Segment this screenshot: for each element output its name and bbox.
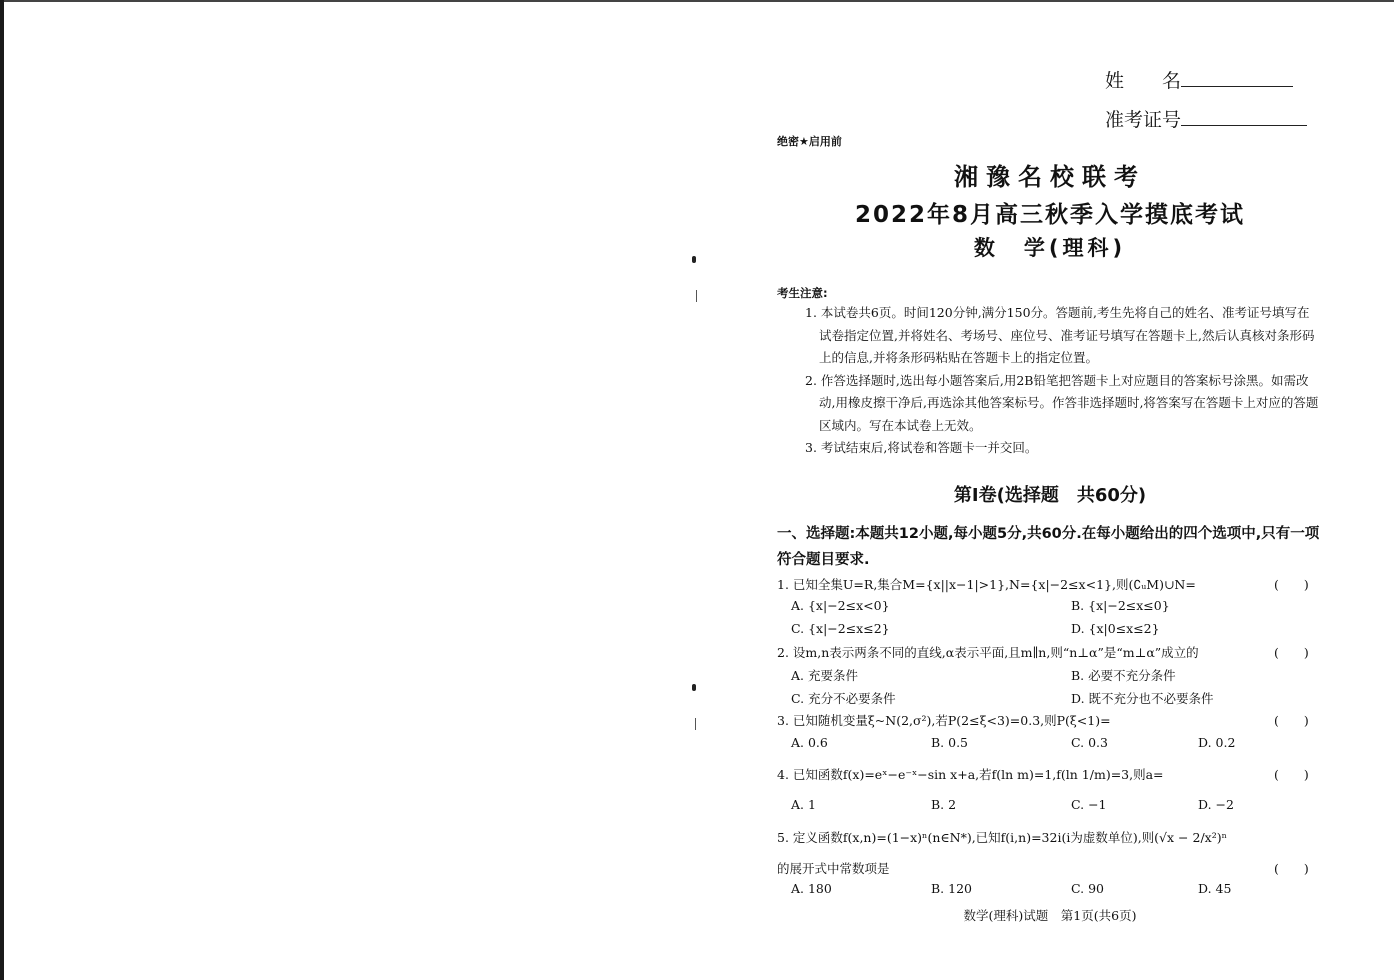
option-a: A. 1 [791,797,816,812]
option-a: A. {x|−2≤x<0} [791,598,890,613]
answer-paren: ( ) [1274,861,1309,876]
exam-title-line2: 2022年8月高三秋季入学摸底考试 [854,202,1246,228]
page-footer: 数学(理科)试题 第1页(共6页) [963,908,1137,923]
id-label: 准考证号 [1105,109,1182,131]
id-blank-line [1181,105,1307,126]
option-a: A. 0.6 [791,735,828,750]
option-d: D. 45 [1198,881,1232,896]
secret-mark: 绝密★启用前 [777,135,842,148]
option-c: C. 90 [1071,881,1104,896]
answer-paren: ( ) [1274,713,1309,728]
option-b: B. 120 [931,881,972,896]
part-heading: 第Ⅰ卷(选择题 共60分) [953,485,1147,506]
option-b: B. 2 [931,797,957,812]
question-3-stem: 3. 已知随机变量ξ~N(2,σ²),若P(2≤ξ<3)=0.3,则P(ξ<1)= [777,713,1111,728]
answer-paren: ( ) [1274,645,1309,660]
scan-mark [696,290,697,302]
option-c: C. 充分不必要条件 [791,691,896,706]
question-4-stem: 4. 已知函数f(x)=eˣ−e⁻ˣ−sin x+a,若f(ln m)=1,f(ln 1/m)=3,则a= [777,767,1164,782]
question-2-stem: 2. 设m,n表示两条不同的直线,α表示平面,且m∥n,则“n⊥α”是“m⊥α”成立的 [777,645,1199,660]
option-a: A. 充要条件 [791,668,858,683]
section-heading: 一、选择题:本题共12小题,每小题5分,共60分.在每小题给出的四个选项中,只有一项符合题目要求. [777,526,1320,568]
option-d: D. −2 [1198,797,1234,812]
option-c: C. {x|−2≤x≤2} [791,621,890,636]
option-b: B. 0.5 [931,735,969,750]
question-1-stem: 1. 已知全集U=R,集合M={x||x−1|>1},N={x|−2≤x<1},则(∁ᵤM)∪N= [777,577,1196,592]
notice-item: 2. 作答选择题时,选出每小题答案后,用2B铅笔把答题卡上对应题目的答案标号涂黑。如需改动,用橡皮擦干净后,再选涂其他答案标号。作答非选择题时,将答案写在答题卡上对应的答题区域内。写在本试卷上无效。 [805,372,1319,433]
scan-speck [692,256,696,263]
option-c: C. −1 [1071,797,1107,812]
notice-item: 1. 本试卷共6页。时间120分钟,满分150分。答题前,考生先将自己的姓名、准考证号填写在试卷指定位置,并将姓名、考场号、座位号、准考证号填写在答题卡上,然后认真核对条形码上的信息,并将条形码粘贴在答题卡上的指定位置。 [805,305,1315,365]
question-5-stem: 5. 定义函数f(x,n)=(1−x)ⁿ(n∈N*),已知f(i,n)=32i(i为虚数单位),则(√x − 2/x²)ⁿ [777,830,1228,845]
option-c: C. 0.3 [1071,735,1108,750]
option-d: D. 0.2 [1198,735,1236,750]
exam-subject: 数 学(理科) [973,236,1127,260]
question-5-stem-continued: 的展开式中常数项是 [777,861,890,876]
scan-mark [695,718,696,730]
exam-title-line1: 湘豫名校联考 [954,163,1146,191]
blank-left-page [6,2,692,978]
option-b: B. 必要不充分条件 [1071,668,1176,683]
answer-paren: ( ) [1274,577,1309,592]
notice-list [805,302,1319,460]
scan-speck [692,684,696,691]
answer-paren: ( ) [1274,767,1309,782]
name-blank-line [1181,66,1293,87]
notice-heading: 考生注意: [777,286,828,300]
id-field [1105,105,1307,132]
option-b: B. {x|−2≤x≤0} [1071,598,1170,613]
scan-left-edge [0,0,4,980]
notice-item: 3. 考试结束后,将试卷和答题卡一并交回。 [805,440,1038,455]
option-d: D. {x|0≤x≤2} [1071,621,1160,636]
option-a: A. 180 [791,881,832,896]
option-d: D. 既不充分也不必要条件 [1071,691,1214,706]
name-label: 姓 名 [1105,70,1182,92]
name-field [1105,66,1293,93]
